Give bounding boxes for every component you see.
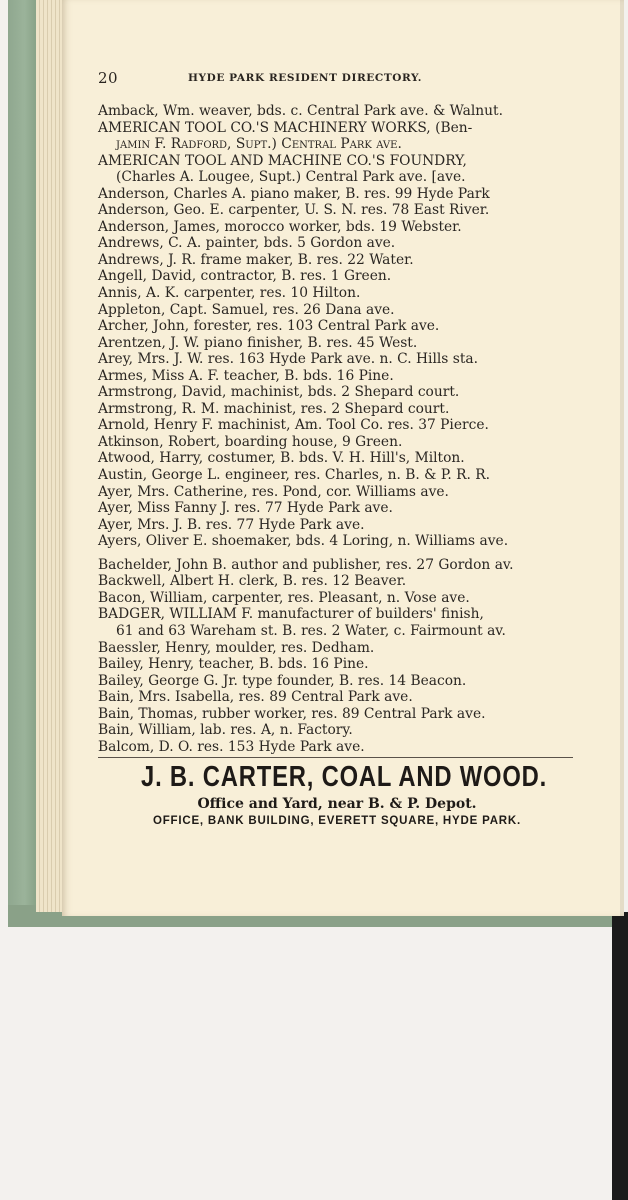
directory-entry: Angell, David, contractor, B. res. 1 Green. <box>98 268 392 285</box>
directory-entry: Ayer, Mrs. J. B. res. 77 Hyde Park ave. <box>98 516 365 533</box>
directory-entry: Atwood, Harry, costumer, B. bds. V. H. Hill's, Milton. <box>98 450 465 467</box>
directory-entry: Archer, John, forester, res. 103 Central Park ave. <box>98 318 440 335</box>
advertisement <box>98 760 576 827</box>
directory-entry: Anderson, Geo. E. carpenter, U. S. N. res. 78 East River. <box>98 202 490 219</box>
directory-entry: AMERICAN TOOL AND MACHINE CO.'S FOUNDRY, <box>98 152 467 169</box>
directory-entry: Ayer, Miss Fanny J. res. 77 Hyde Park ave. <box>98 500 393 517</box>
directory-entry: Bain, William, lab. res. A, n. Factory. <box>98 722 353 739</box>
directory-entry: Armes, Miss A. F. teacher, B. bds. 16 Pine. <box>98 367 394 384</box>
directory-entry: Bain, Thomas, rubber worker, res. 89 Central Park ave. <box>98 705 486 722</box>
directory-entry: Arey, Mrs. J. W. res. 163 Hyde Park ave. n. C. Hills sta. <box>98 351 478 368</box>
directory-entry: Austin, George L. engineer, res. Charles, n. B. & P. R. R. <box>98 467 491 484</box>
directory-entry: Baessler, Henry, moulder, res. Dedham. <box>98 639 375 656</box>
directory-entry: Atkinson, Robert, boarding house, 9 Green. <box>98 433 403 450</box>
directory-entry: Armstrong, David, machinist, bds. 2 Shepard court. <box>98 384 460 401</box>
directory-entry: Armstrong, R. M. machinist, res. 2 Shepard court. <box>98 400 450 417</box>
directory-entry-continuation: jamin F. Radford, Supt.) Central Park ave. <box>116 136 402 153</box>
directory-entry: Anderson, Charles A. piano maker, B. res. 99 Hyde Park <box>98 185 490 202</box>
directory-entries <box>98 103 578 755</box>
directory-entry: Balcom, D. O. res. 153 Hyde Park ave. <box>98 738 365 755</box>
running-head: HYDE PARK RESIDENT DIRECTORY. <box>188 72 423 84</box>
directory-entry: Bailey, Henry, teacher, B. bds. 16 Pine. <box>98 656 369 673</box>
advertisement-office: OFFICE, BANK BUILDING, EVERETT SQUARE, HYDE PARK. <box>152 815 522 827</box>
directory-entry: Ayer, Mrs. Catherine, res. Pond, cor. Williams ave. <box>98 483 449 500</box>
directory-entry: Annis, A. K. carpenter, res. 10 Hilton. <box>98 285 361 302</box>
directory-entry: Bailey, George G. Jr. type founder, B. res. 14 Beacon. <box>98 672 467 689</box>
page-number: 20 <box>98 69 119 87</box>
page-header <box>98 68 518 90</box>
divider-rule <box>98 757 573 758</box>
directory-entry: Arentzen, J. W. piano finisher, B. res. 45 West. <box>98 334 418 351</box>
book-binding-shadow <box>612 912 628 1200</box>
directory-entry: Arnold, Henry F. machinist, Am. Tool Co. res. 37 Pierce. <box>98 417 489 434</box>
book-cover-edge <box>8 0 38 925</box>
directory-entry: Andrews, C. A. painter, bds. 5 Gordon ave. <box>98 235 396 252</box>
directory-entry: Anderson, James, morocco worker, bds. 19 Webster. <box>98 218 462 235</box>
directory-entry-continuation: (Charles A. Lougee, Supt.) Central Park ave. [ave. <box>116 169 466 186</box>
page-edge-shadow <box>620 0 624 916</box>
directory-entry: Bachelder, John B. author and publisher, res. 27 Gordon av. <box>98 556 514 573</box>
directory-entry: Andrews, J. R. frame maker, B. res. 22 Water. <box>98 251 414 268</box>
directory-entry: Bacon, William, carpenter, res. Pleasant, n. Vose ave. <box>98 589 470 606</box>
directory-entry: BADGER, WILLIAM F. manufacturer of builders' finish, <box>98 606 484 623</box>
directory-entry: Bain, Mrs. Isabella, res. 89 Central Park ave. <box>98 689 413 706</box>
advertisement-subtitle: Office and Yard, near B. & P. Depot. <box>197 796 477 812</box>
directory-entry: Appleton, Capt. Samuel, res. 26 Dana ave. <box>98 301 395 318</box>
directory-entry-continuation: 61 and 63 Wareham st. B. res. 2 Water, c. Fairmount av. <box>116 622 506 639</box>
directory-entry: Ayers, Oliver E. shoemaker, bds. 4 Loring, n. Williams ave. <box>98 533 509 550</box>
directory-entry: Amback, Wm. weaver, bds. c. Central Park ave. & Walnut. <box>98 103 503 119</box>
directory-entry: AMERICAN TOOL CO.'S MACHINERY WORKS, (Ben- <box>98 119 473 136</box>
directory-entry: Backwell, Albert H. clerk, B. res. 12 Beaver. <box>98 573 407 590</box>
advertisement-title: J. B. CARTER, COAL AND WOOD. <box>141 761 548 793</box>
